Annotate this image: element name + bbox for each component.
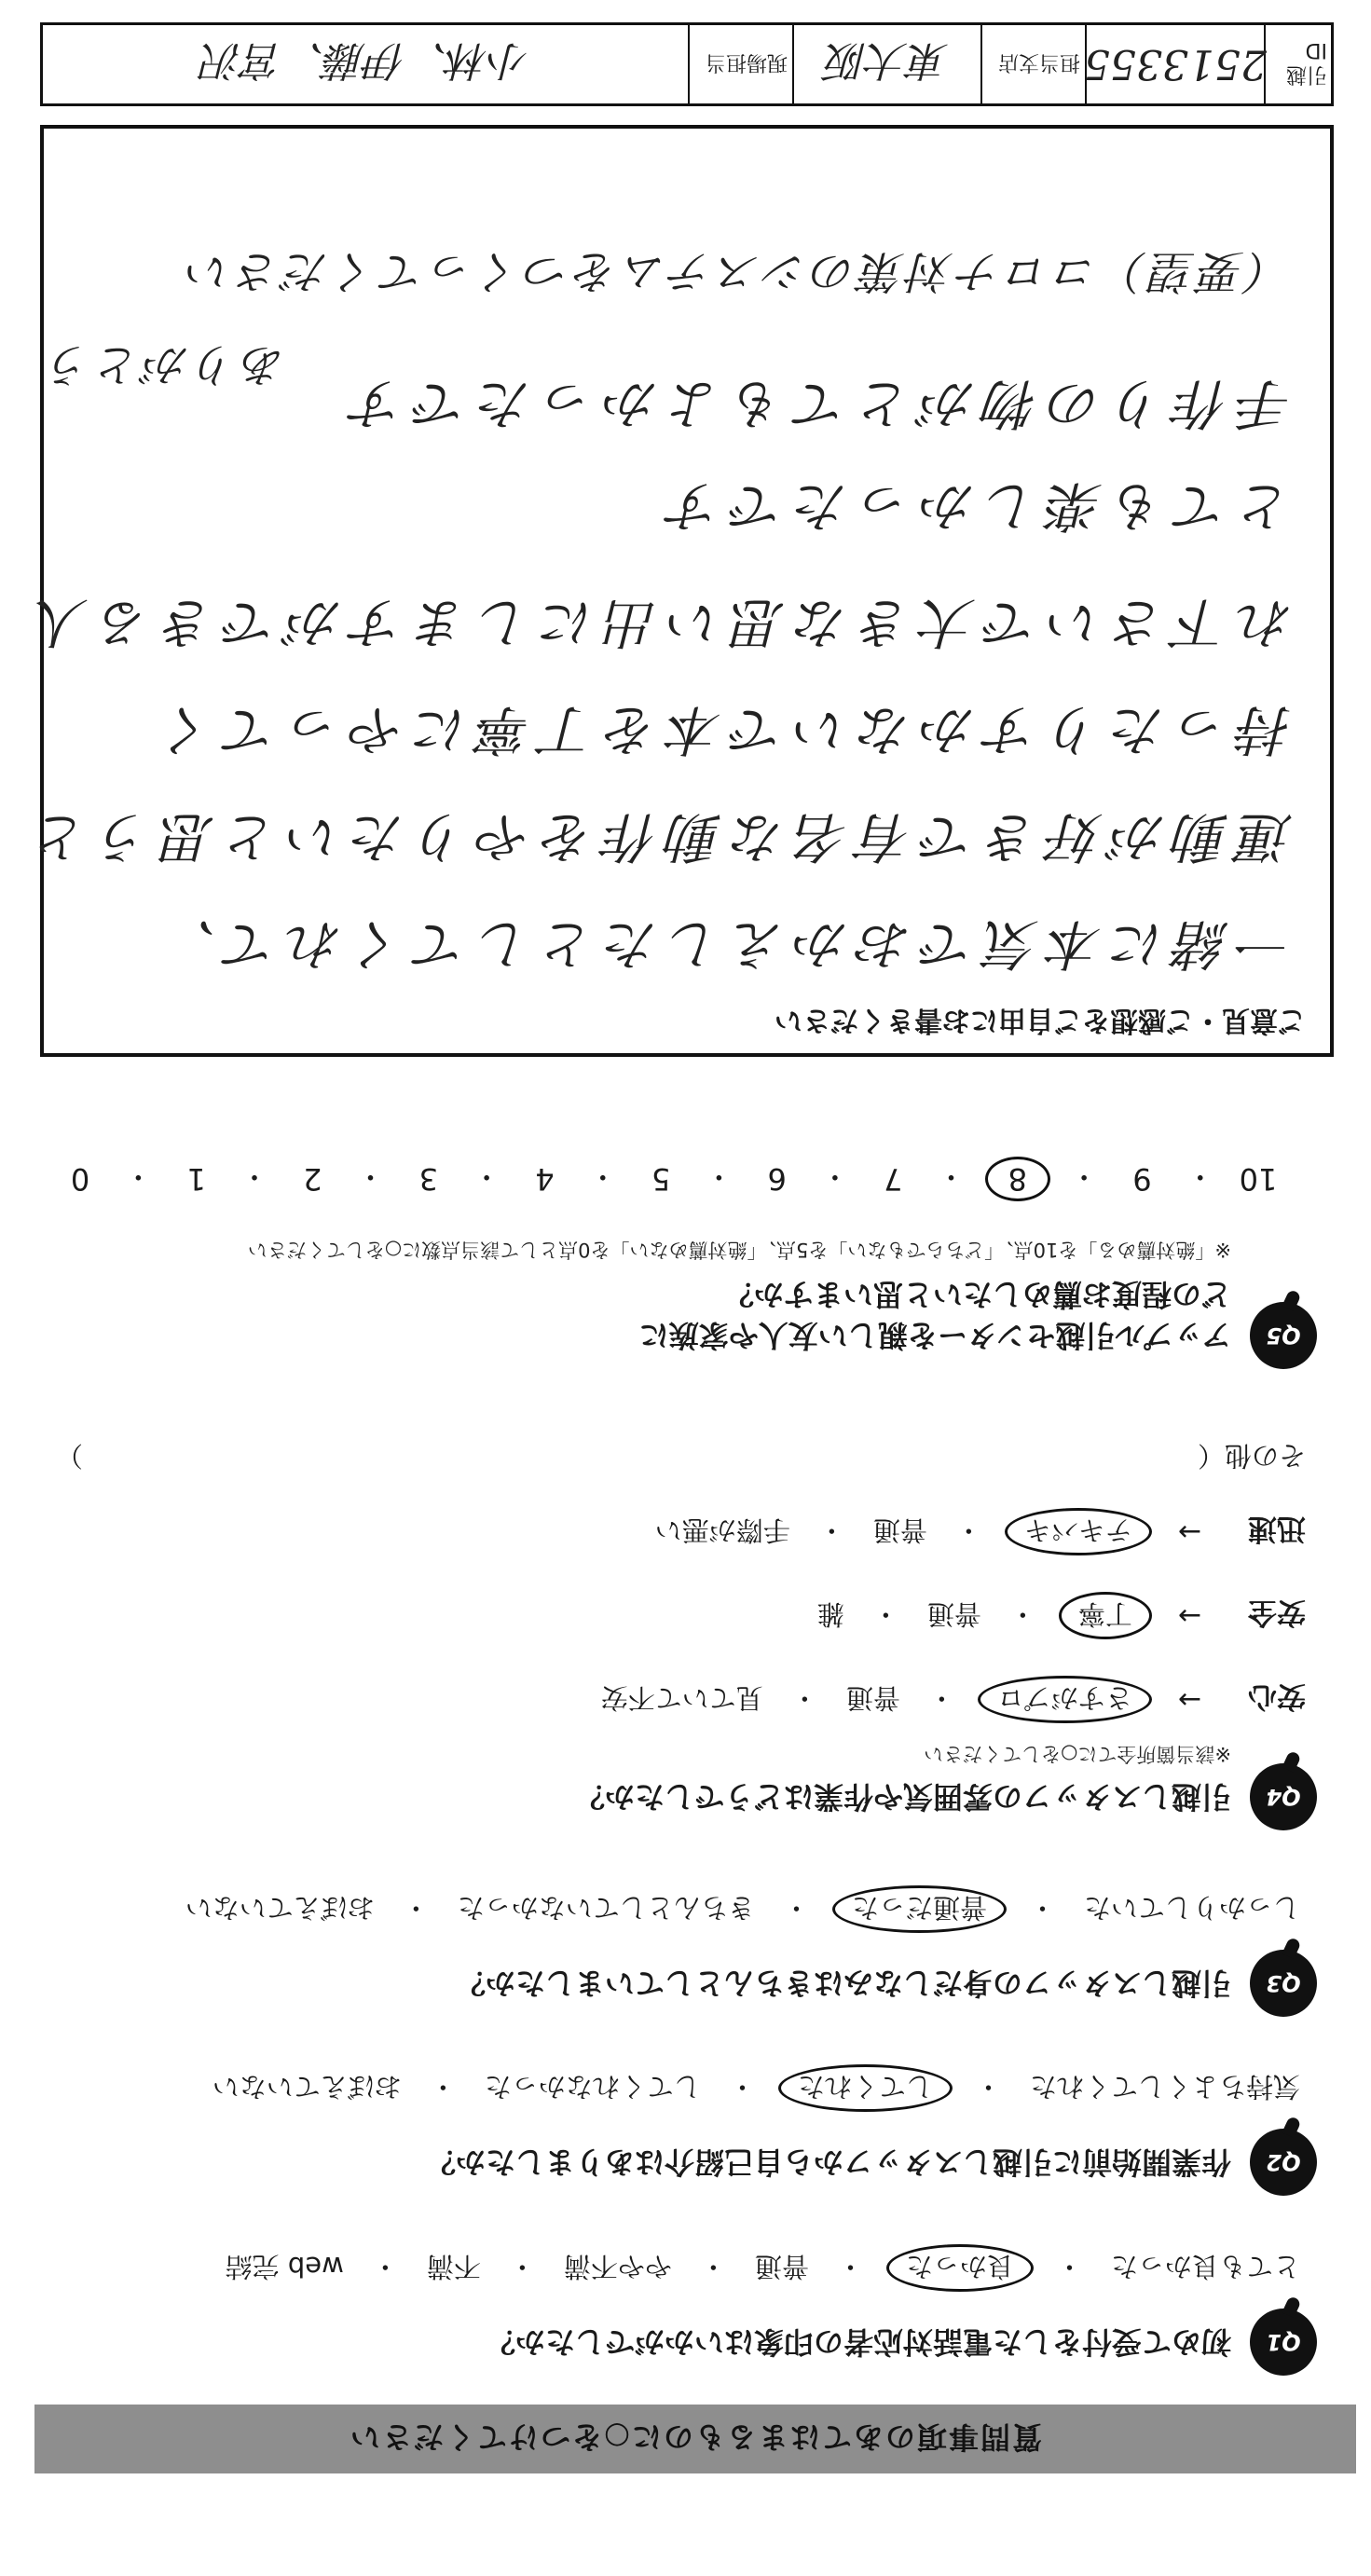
q4-badge: Q4 (1250, 1763, 1317, 1830)
q4-row-label: 安全 (1248, 1596, 1306, 1629)
q1-option-selected[interactable]: 良かった (886, 2244, 1034, 2292)
q4-option[interactable]: 普通 (845, 1682, 900, 1714)
q4-other (56, 1438, 1306, 1476)
q4-option[interactable]: 手際が悪い (654, 1514, 790, 1546)
score-option[interactable]: 4 (535, 1161, 555, 1197)
comment-line: とても楽しかったです (658, 474, 1293, 538)
score-option[interactable]: 9 (1132, 1161, 1152, 1197)
comments-label: ご意見・ご感想をご自由にお書きください (775, 1004, 1306, 1036)
q3-options: しっかりしていた ・ 普通だった ・ きちんとしていなかった ・ おぼえていない (56, 1885, 1306, 1933)
q4-text: 引越しスタッフの雰囲気や作業はどうでしたか？ (574, 1779, 1231, 1815)
q4-row-label: 安心 (1248, 1679, 1306, 1713)
q2-text: 作業開始前に引越しスタッフから自己紹介はありましたか？ (425, 2144, 1231, 2180)
q3-option[interactable]: おぼえていない (185, 1892, 375, 1924)
q1-option[interactable]: とても良かった (1110, 2251, 1300, 2282)
id-label: 引越 ID (1285, 38, 1327, 86)
q2-option-selected[interactable]: してくれた (778, 2064, 953, 2112)
q1-option[interactable]: 不満 (426, 2251, 481, 2282)
q2-option[interactable]: 気持ちよくしてくれた (1029, 2071, 1300, 2103)
comment-line: （要望）コロナ対策のシステムをつくってください (183, 245, 1293, 297)
q4-option-selected[interactable]: 丁寧 (1059, 1592, 1152, 1639)
info-table (40, 22, 1334, 106)
q4-option-selected[interactable]: テキパキ (1005, 1508, 1152, 1555)
q4-row-label: 迅速 (1248, 1512, 1306, 1545)
score-option[interactable]: 5 (651, 1161, 671, 1197)
q4-option-selected[interactable]: さすがプロ (978, 1676, 1152, 1723)
branch-value-cell (792, 25, 980, 103)
q4-row-jinsoku: 迅速 → テキパキ ・ 普通 ・ 手際が悪い (56, 1508, 1306, 1555)
q1-text: 初めて受付をした電話対応者の印象はいかがでしたか？ (485, 2324, 1231, 2360)
comment-line: 運動が好きで有名な動作をやりたいと思うと (24, 805, 1293, 869)
q4-option[interactable]: 普通 (872, 1514, 927, 1546)
q1-option[interactable]: やや不満 (563, 2251, 672, 2282)
q4-option[interactable]: 普通 (926, 1598, 981, 1630)
q5-text-line2: どの程度お薦めしたいと思いますか？ (723, 1277, 1231, 1312)
score-option[interactable]: 1 (186, 1161, 206, 1197)
branch-label-cell (980, 25, 1085, 103)
q3-option[interactable]: しっかりしていた (1083, 1892, 1300, 1924)
comment-line: 手作りの物がとてもよかったです (341, 372, 1293, 435)
comment-line: 一緒に本気でおかえしたとしてくれて、 (153, 912, 1293, 976)
q1-option[interactable]: 普通 (754, 2251, 809, 2282)
score-option[interactable]: 0 (70, 1161, 90, 1197)
q1-options: とても良かった ・ 良かった ・ 普通 ・ やや不満 ・ 不満 ・ web 完結 (56, 2244, 1306, 2292)
staff-value: 小林、伊藤、宮沢 (201, 36, 529, 84)
q5-score-scale: 10 ・ 9 ・ 8 ・ 7 ・ 6 ・ 5 ・ 4 ・ 3 ・ 2 ・ 1 ・ 0 (56, 1157, 1282, 1201)
staff-label: 現場担当 (705, 50, 788, 75)
arrow-right-icon: → (1177, 1599, 1201, 1632)
q1-option[interactable]: web 完結 (225, 2251, 344, 2282)
q4-row-anshin: 安心 → さすがプロ ・ 普通 ・ 見ていて不安 (56, 1676, 1306, 1723)
arrow-right-icon: → (1177, 1683, 1201, 1716)
staff-value-cell (43, 25, 688, 103)
comment-line: れ下さいで大きな思い出にしますができる人 (24, 591, 1293, 654)
score-option-selected[interactable]: 8 (985, 1157, 1050, 1201)
id-label-cell (1264, 25, 1331, 103)
instruction-banner: 質問事項のあてはまるものに○をつけてください (34, 2405, 1356, 2473)
q3-option-selected[interactable]: 普通だった (832, 1885, 1007, 1933)
q2-options: 気持ちよくしてくれた ・ してくれた ・ してくれなかった ・ おぼえていない (56, 2064, 1306, 2112)
q2-badge: Q2 (1250, 2129, 1317, 2196)
arrow-right-icon: → (1177, 1515, 1201, 1548)
q2-option[interactable]: おぼえていない (212, 2071, 402, 2103)
q4-other-label: その他（ (1197, 1440, 1306, 1472)
q3-text: 引越しスタッフの身だしなみはきちんとしていましたか？ (455, 1966, 1231, 2001)
branch-value: 東大阪 (826, 36, 949, 84)
branch-label: 担当支店 (997, 50, 1080, 75)
comment-line: 持ったりすかないで本を丁寧にやってく (151, 698, 1293, 761)
score-option[interactable]: 2 (303, 1161, 322, 1197)
score-option[interactable]: 10 (1239, 1161, 1278, 1197)
q4-option[interactable]: 見ていて不安 (600, 1682, 763, 1714)
q4-row-anzen: 安全 → 丁寧 ・ 普通 ・ 雑 (56, 1592, 1306, 1639)
q3-badge: Q3 (1250, 1950, 1317, 2017)
q4-option[interactable]: 雑 (816, 1598, 844, 1630)
id-value-cell (1084, 25, 1267, 103)
staff-label-cell (688, 25, 792, 103)
q1-badge: Q1 (1250, 2309, 1317, 2376)
q2-option[interactable]: してくれなかった (484, 2071, 701, 2103)
q5-text-line1: アップル引越センターを親しい友人や家族に (638, 1318, 1231, 1353)
score-option[interactable]: 7 (884, 1161, 903, 1197)
q4-other-close: ） (56, 1440, 84, 1472)
q5-badge: Q5 (1250, 1302, 1317, 1369)
comments-box[interactable] (24, 125, 1334, 1057)
q5-note: ※「絶対薦める」を10点、「どちらでもない」を5点、「絶対薦めない」を0点として該当点数に○をしてください (247, 1239, 1231, 1261)
comment-line: ありがとう (43, 338, 286, 391)
score-option[interactable]: 6 (767, 1161, 787, 1197)
id-value: 2513355 (1084, 40, 1267, 89)
score-option[interactable]: 3 (418, 1161, 439, 1197)
q3-option[interactable]: きちんとしていなかった (457, 1892, 755, 1924)
q4-note: ※該当箇所全てに○をしてください (924, 1743, 1231, 1765)
